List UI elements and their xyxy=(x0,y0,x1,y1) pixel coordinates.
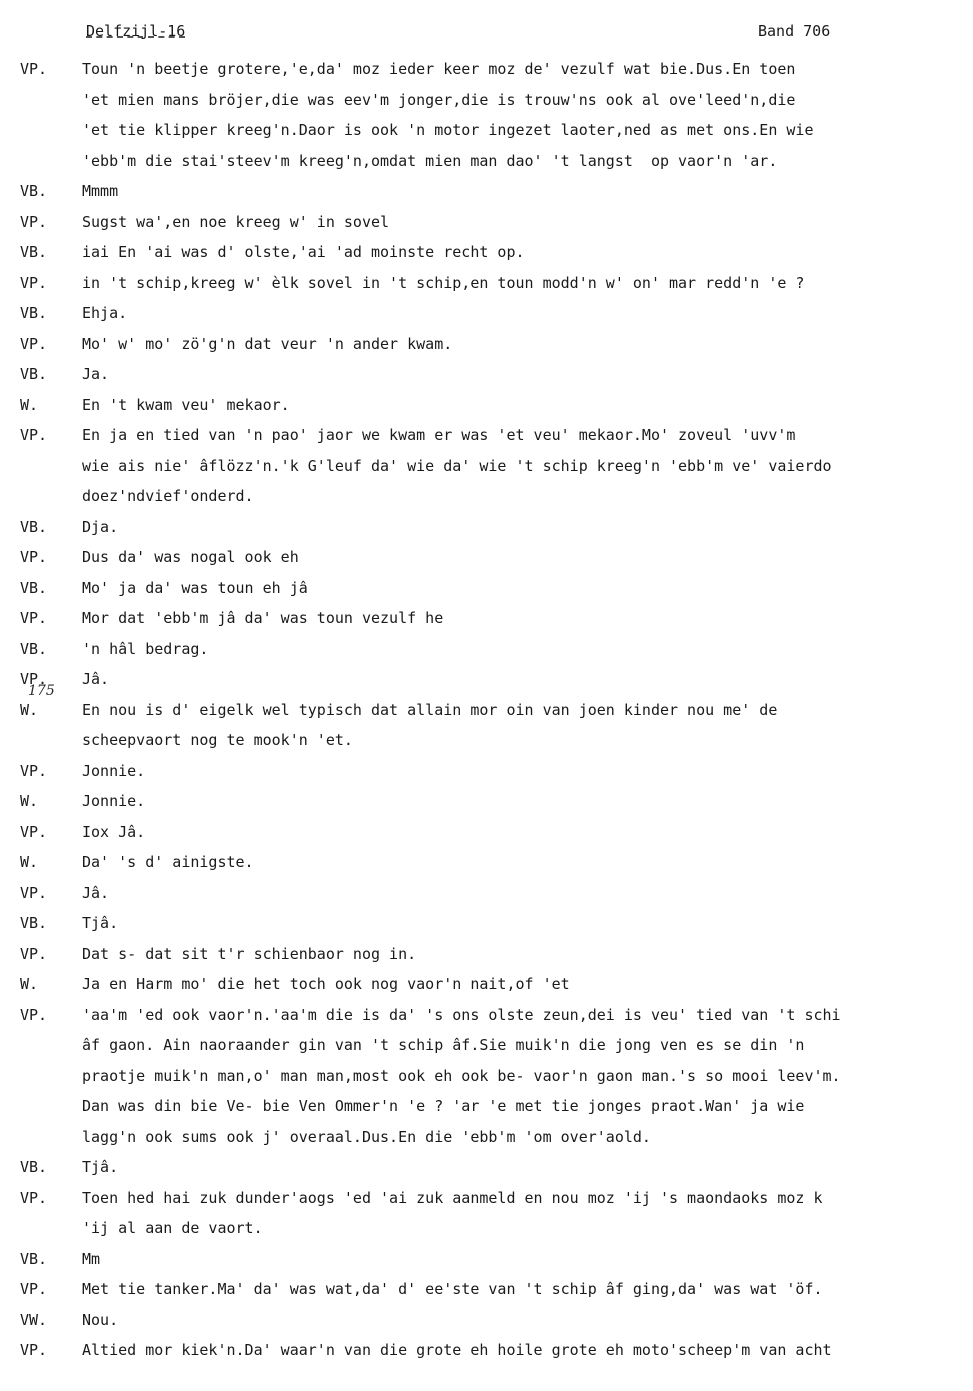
speaker-label: W. xyxy=(20,395,39,414)
page-header xyxy=(0,22,973,46)
utterance-text xyxy=(82,542,967,573)
utterance-line: En 't kwam veu' mekaor. xyxy=(82,395,290,414)
utterance-line: Altied mor kiek'n.Da' waar'n van die grote eh hoile grote eh moto'scheep'm van acht xyxy=(82,1341,832,1359)
utterance-text xyxy=(82,664,967,695)
utterance-text xyxy=(82,634,967,665)
utterance-line: Nou. xyxy=(82,1310,119,1329)
utterance-text xyxy=(82,695,967,756)
utterance-line: iai En 'ai was d' olste,'ai 'ad moinste recht op. xyxy=(82,243,525,261)
transcript-row xyxy=(0,420,973,512)
speaker-label: VP. xyxy=(20,1280,48,1298)
utterance-text xyxy=(82,1244,967,1275)
speaker-label: VP. xyxy=(20,670,48,688)
utterance-line: Ja en Harm mo' die het toch ook nog vaor'n nait,of 'et xyxy=(82,975,570,993)
utterance-text xyxy=(82,908,967,939)
utterance-text xyxy=(82,512,967,543)
transcript-row xyxy=(0,359,973,390)
transcript-row xyxy=(0,695,973,756)
utterance-text xyxy=(82,237,967,268)
transcript-row xyxy=(0,634,973,665)
transcript-row xyxy=(0,390,973,421)
utterance-line: 'et tie klipper kreeg'n.Daor is ook 'n motor ingezet laoter,ned as met ons.En wie xyxy=(82,121,814,139)
utterance-line: Dus da' was nogal ook eh xyxy=(82,548,299,566)
utterance-line: Da' 's d' ainigste. xyxy=(82,853,254,871)
utterance-line: Ja. xyxy=(82,365,110,383)
speaker-label: VP. xyxy=(20,883,48,902)
speaker-label: VP. xyxy=(20,1341,48,1359)
transcript-row xyxy=(0,1244,973,1275)
transcript-row xyxy=(0,603,973,634)
transcript-row xyxy=(0,237,973,268)
utterance-line: Ehja. xyxy=(82,304,128,322)
speaker-label: VP. xyxy=(20,273,48,292)
utterance-text xyxy=(82,420,967,512)
transcript-row xyxy=(0,817,973,848)
tape-number-label: Band 706 xyxy=(758,22,831,40)
speaker-label: W. xyxy=(20,792,39,810)
utterance-line: En ja en tied van 'n pao' jaor we kwam er was 'et veu' mekaor.Mo' zoveul 'uvv'm xyxy=(82,426,796,444)
speaker-label: VB. xyxy=(20,243,48,261)
utterance-text xyxy=(82,298,967,329)
utterance-line: praotje muik'n man,o' man man,most ook eh ook be- vaor'n gaon man.'s so mooi leev'm. xyxy=(82,1066,841,1085)
speaker-label: VP. xyxy=(20,212,48,231)
transcript-row xyxy=(0,786,973,817)
utterance-text xyxy=(82,1183,967,1244)
transcript-row xyxy=(0,329,973,360)
utterance-line: 'ebb'm die stai'steev'm kreeg'n,omdat mien man dao' 't langst op vaor'n 'ar. xyxy=(82,151,778,170)
utterance-text xyxy=(82,969,967,1000)
speaker-label: VB. xyxy=(20,365,48,383)
utterance-text xyxy=(82,1152,967,1183)
utterance-text xyxy=(82,756,967,787)
speaker-label: VP. xyxy=(20,944,48,963)
utterance-line: 'ij al aan de vaort. xyxy=(82,1219,263,1237)
transcript-row xyxy=(0,1183,973,1244)
utterance-line: in 't schip,kreeg w' èlk sovel in 't schip,en toun modd'n w' on' mar redd'n 'e ? xyxy=(82,273,805,292)
speaker-label: VB. xyxy=(20,1249,48,1268)
transcript-row xyxy=(0,542,973,573)
utterance-text xyxy=(82,878,967,909)
utterance-line: Tjâ. xyxy=(82,914,119,932)
speaker-label: W. xyxy=(20,853,39,871)
utterance-text xyxy=(82,329,967,360)
utterance-text xyxy=(82,54,967,176)
transcript-row xyxy=(0,1000,973,1153)
utterance-text xyxy=(82,817,967,848)
transcript-row xyxy=(0,847,973,878)
speaker-label: VB. xyxy=(20,1158,48,1176)
utterance-line: Jonnie. xyxy=(82,761,146,780)
document-location-label: Delfzijl-16 xyxy=(86,22,186,40)
speaker-label: VP. xyxy=(20,426,48,444)
speaker-label: VB. xyxy=(20,914,48,932)
speaker-label: VB. xyxy=(20,578,48,597)
utterance-line: Mo' w' mo' zö'g'n dat veur 'n ander kwam. xyxy=(82,334,453,353)
speaker-label: VP. xyxy=(20,1188,48,1207)
utterance-line: Sugst wa',en noe kreeg w' in sovel xyxy=(82,212,390,231)
transcript-row xyxy=(0,573,973,604)
utterance-text xyxy=(82,390,967,421)
speaker-label: VP. xyxy=(20,334,48,353)
utterance-line: En nou is d' eigelk wel typisch dat allain mor oin van joen kinder nou me' de xyxy=(82,700,778,719)
utterance-text xyxy=(82,1305,967,1336)
utterance-text xyxy=(82,176,967,207)
utterance-line: lagg'n ook sums ook j' overaal.Dus.En die 'ebb'm 'om over'aold. xyxy=(82,1127,651,1146)
speaker-label: VP. xyxy=(20,1005,48,1024)
speaker-label: VB. xyxy=(20,304,48,322)
utterance-text xyxy=(82,207,967,238)
utterance-line: Dan was din bie Ve- bie Ven Ommer'n 'e ? 'ar 'e met tie jonges praot.Wan' ja wie xyxy=(82,1097,805,1115)
transcript-row xyxy=(0,1335,973,1366)
transcript-row xyxy=(0,268,973,299)
utterance-line: Toen hed hai zuk dunder'aogs 'ed 'ai zuk aanmeld en nou moz 'ij 's maondaoks moz k xyxy=(82,1188,823,1207)
speaker-label: VP. xyxy=(20,761,48,780)
utterance-line: Jâ. xyxy=(82,670,110,688)
handwritten-margin-note: 175 xyxy=(28,683,55,699)
transcript-row xyxy=(0,939,973,970)
utterance-line: 'et mien mans bröjer,die was eev'm jonger,die is trouw'ns ook al ove'leed'n,die xyxy=(82,90,796,109)
transcript-row xyxy=(0,908,973,939)
transcript-row xyxy=(0,878,973,909)
utterance-text xyxy=(82,786,967,817)
speaker-label: VB. xyxy=(20,182,48,200)
speaker-label: VP. xyxy=(20,822,48,841)
utterance-text xyxy=(82,1335,967,1366)
speaker-label: VP. xyxy=(20,548,48,566)
transcript-row xyxy=(0,1305,973,1336)
utterance-line: 'n hâl bedrag. xyxy=(82,639,209,658)
utterance-text xyxy=(82,1274,967,1305)
utterance-line: 'aa'm 'ed ook vaor'n.'aa'm die is da' 's ons olste zeun,dei is veu' tied van 't schi xyxy=(82,1005,841,1024)
utterance-text xyxy=(82,359,967,390)
speaker-label: W. xyxy=(20,975,39,993)
utterance-line: Tjâ. xyxy=(82,1158,119,1176)
speaker-label: VW. xyxy=(20,1310,48,1329)
transcript-body xyxy=(0,54,973,1366)
transcript-row xyxy=(0,176,973,207)
transcript-row xyxy=(0,298,973,329)
speaker-label: VP. xyxy=(20,609,48,627)
utterance-text xyxy=(82,573,967,604)
utterance-text xyxy=(82,939,967,970)
utterance-line: Jonnie. xyxy=(82,792,146,810)
transcript-row xyxy=(0,1152,973,1183)
transcript-row xyxy=(0,756,973,787)
utterance-line: doez'ndvief'onderd. xyxy=(82,487,254,505)
transcript-row xyxy=(0,54,973,176)
transcript-row xyxy=(0,664,973,695)
utterance-line: Toun 'n beetje grotere,'e,da' moz ieder keer moz de' vezulf wat bie.Dus.En toen xyxy=(82,60,796,78)
transcript-row xyxy=(0,512,973,543)
utterance-line: Mo' ja da' was toun eh jâ xyxy=(82,578,308,597)
utterance-line: Dat s- dat sit t'r schienbaor nog in. xyxy=(82,944,417,963)
utterance-line: Mmmm xyxy=(82,182,119,200)
utterance-line: scheepvaort nog te mook'n 'et. xyxy=(82,731,353,749)
utterance-text xyxy=(82,268,967,299)
speaker-label: VB. xyxy=(20,639,48,658)
utterance-line: wie ais nie' âflözz'n.'k G'leuf da' wie da' wie 't schip kreeg'n 'ebb'm ve' vaierdo xyxy=(82,456,832,475)
utterance-text xyxy=(82,1000,967,1153)
utterance-line: Iox Jâ. xyxy=(82,822,146,841)
utterance-text xyxy=(82,847,967,878)
utterance-text xyxy=(82,603,967,634)
speaker-label: W. xyxy=(20,700,39,719)
utterance-line: Dja. xyxy=(82,517,119,536)
transcript-row xyxy=(0,1274,973,1305)
utterance-line: Mor dat 'ebb'm jâ da' was toun vezulf he xyxy=(82,609,444,627)
speaker-label: VB. xyxy=(20,517,48,536)
utterance-line: Jâ. xyxy=(82,883,110,902)
utterance-line: Mm xyxy=(82,1249,101,1268)
transcript-row xyxy=(0,969,973,1000)
utterance-line: Met tie tanker.Ma' da' was wat,da' d' ee'ste van 't schip âf ging,da' was wat 'öf. xyxy=(82,1280,823,1298)
utterance-line: âf gaon. Ain naoraander gin van 't schip âf.Sie muik'n die jong ven es se din 'n xyxy=(82,1036,805,1054)
speaker-label: VP. xyxy=(20,60,48,78)
transcript-row xyxy=(0,207,973,238)
